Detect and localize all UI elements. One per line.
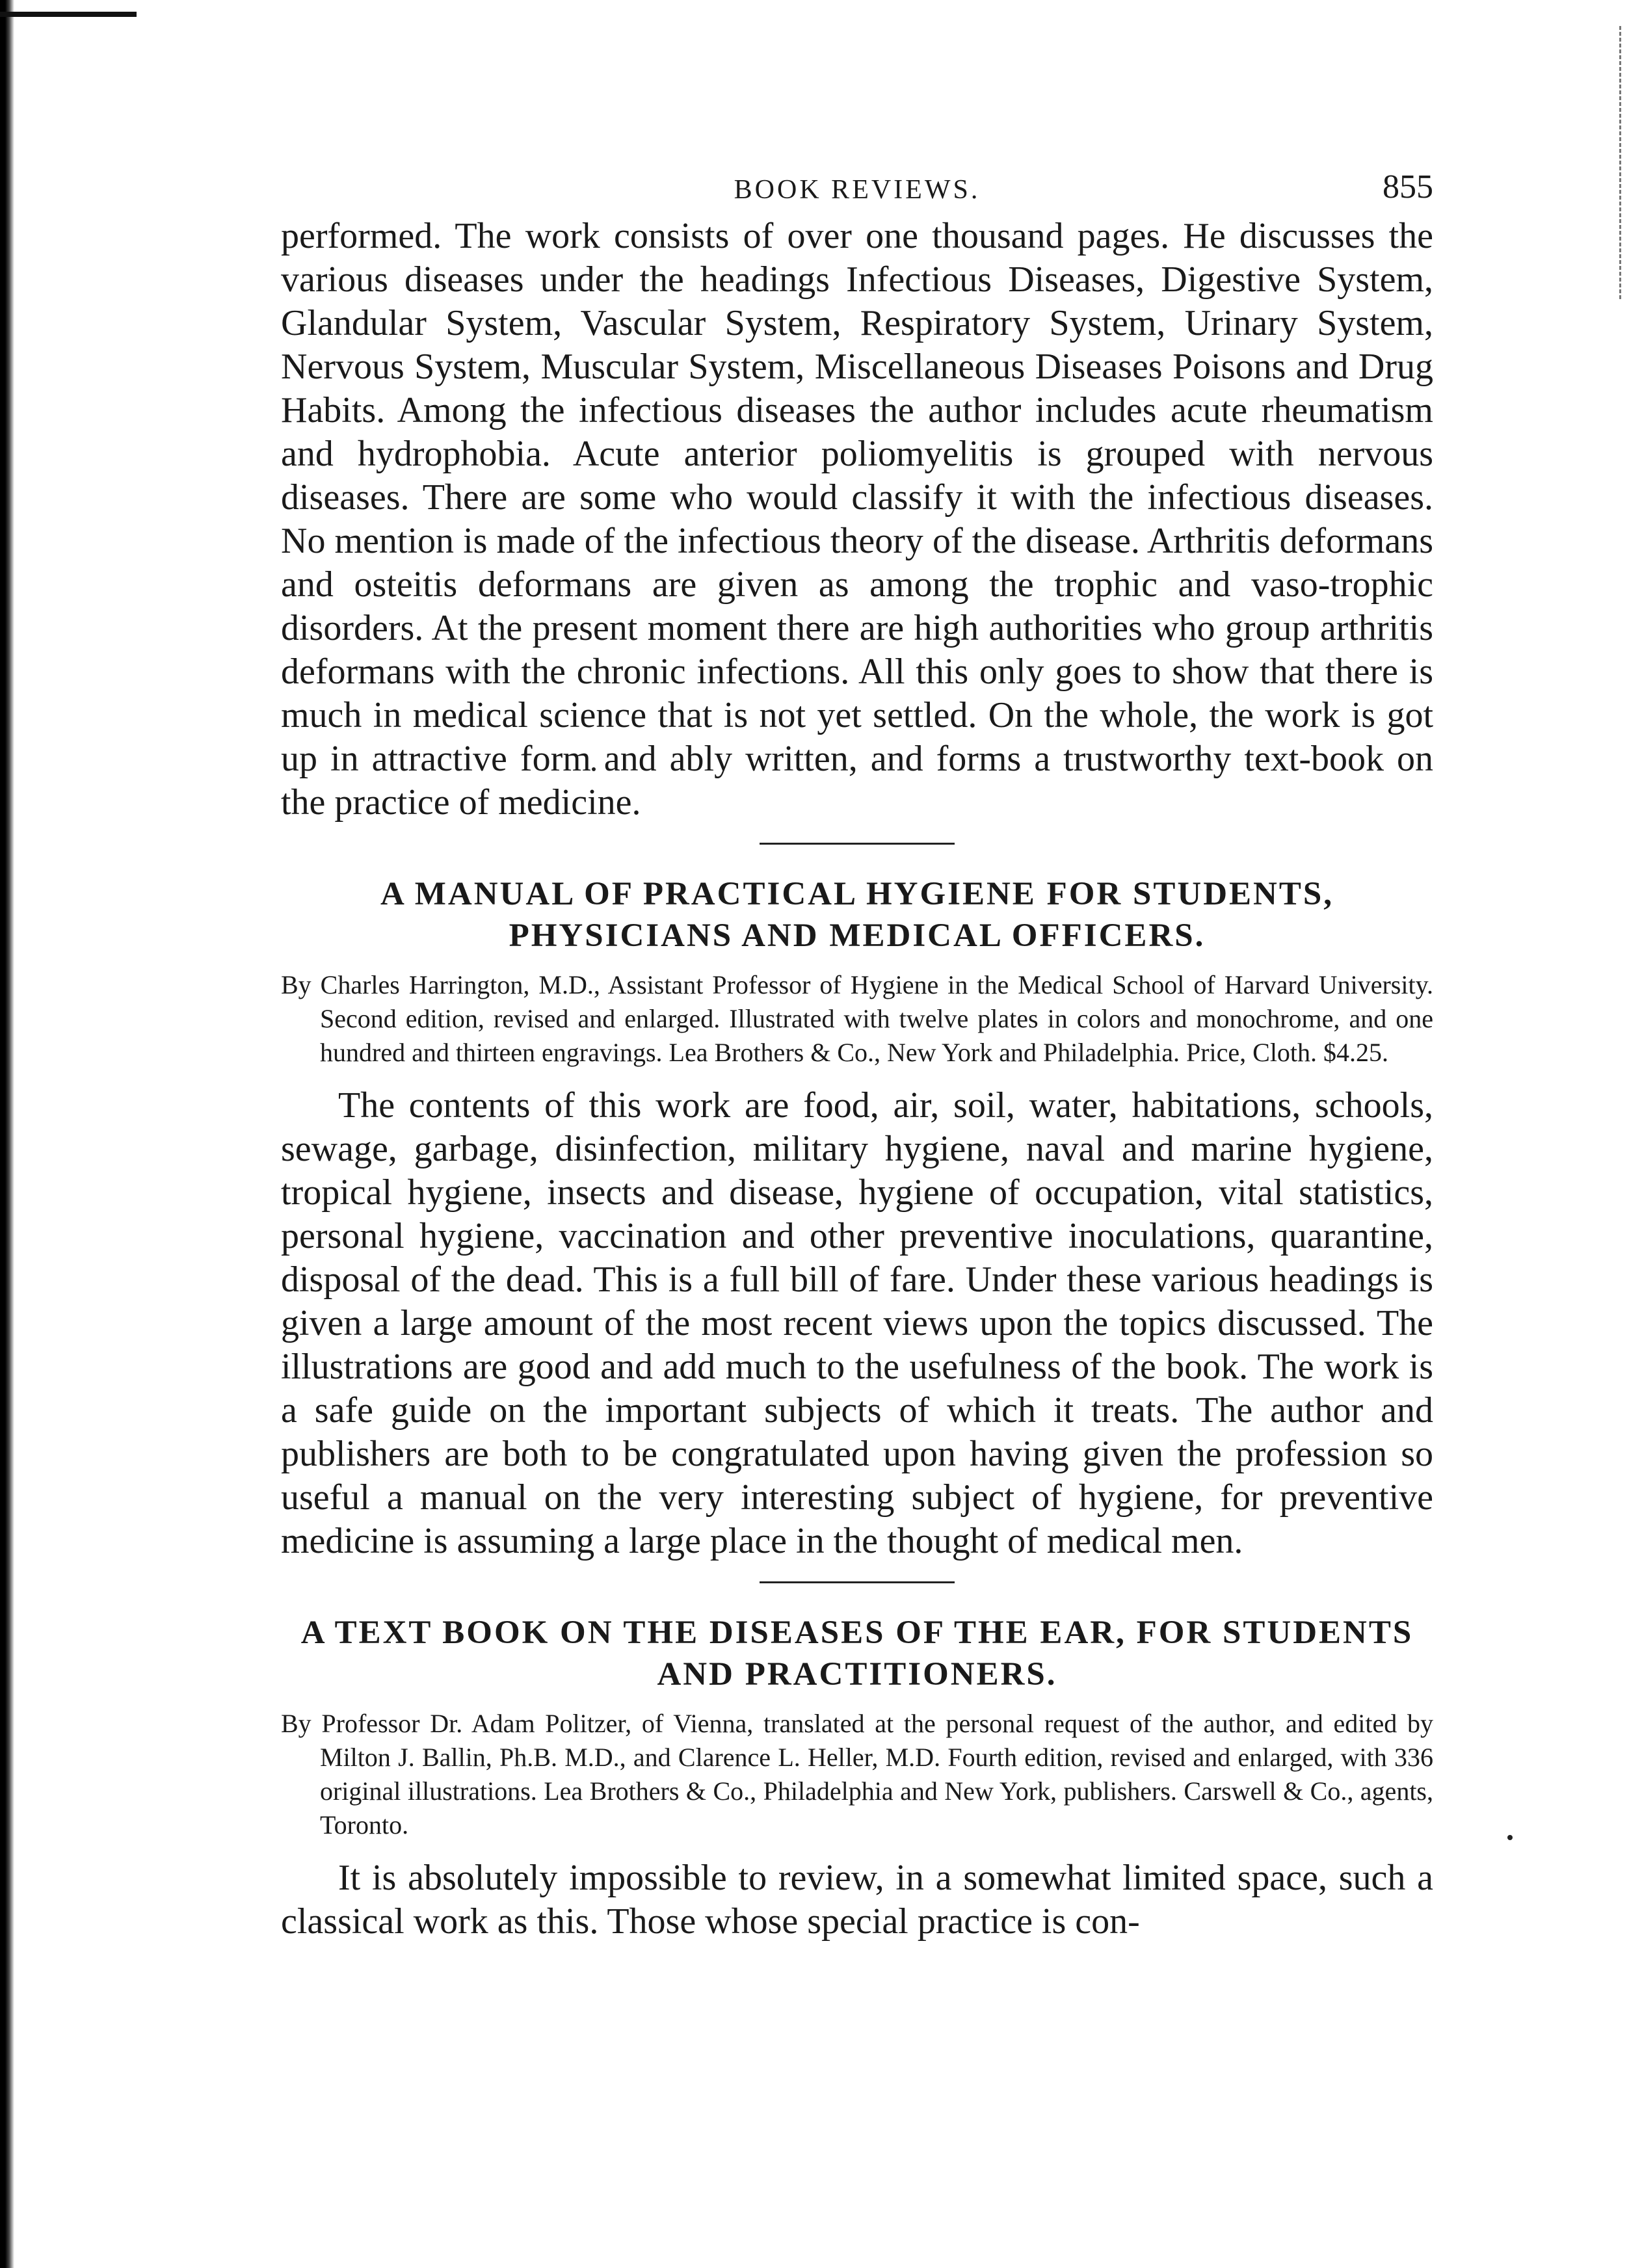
scan-binding-edge: [0, 0, 14, 2268]
running-head: [281, 163, 1433, 215]
running-title: BOOK REVIEWS.: [734, 175, 981, 205]
scan-top-edge: [0, 12, 137, 17]
scan-right-edge: [1619, 26, 1624, 299]
book-page: [281, 163, 1433, 1944]
review-2-byline: By Professor Dr. Adam Politzer, of Vienna, translated at the personal request of the author, and edited by Milton J. Ballin, Ph.B. M.D., and Clarence L. Heller, M.D. Fourth edition, revised and enlarged, with 336 original illustrations. Lea Brothers & Co., Philadelphia and New York, publishers. Carswell & Co., agents, Toronto.: [281, 1709, 1433, 1839]
review-2-title: A TEXT BOOK ON THE DISEASES OF THE EAR, FOR STUDENTS AND PRACTITIONERS.: [300, 1615, 1414, 1693]
page-number: 855: [1383, 168, 1433, 205]
continuation-paragraph: performed. The work consists of over one thousand pages. He discusses the various diseases under the headings Infectious Diseases, Digestive System, Glandular System, Vascular System, Respiratory System, Urinary System, Nervous System, Muscular System, Miscellaneous Diseases Poisons and Drug Habits. Among the infectious diseases the author includes acute rheumatism and hydrophobia. Acute anterior poliomyelitis is grouped with nervous diseases. There are some who would classify it with the infectious diseases. No mention is made of the infectious theory of the disease. Arthritis deformans and osteitis deformans are given as among the trophic and vaso-trophic disorders. At the present moment there are high authorities who group arthritis deformans with the chronic infections. All this only goes to show that there is much in medical science that is not yet settled. On the whole, the work is got up in attractive form and ably written, and forms a trustworthy text-book on the practice of medicine.: [281, 216, 1433, 823]
review-1-body: The contents of this work are food, air, soil, water, habitations, schools, sewage, garbage, disinfection, military hygiene, naval and marine hygiene, tropical hygiene, insects and disease, hygiene of occupation, vital statistics, personal hygiene, vaccination and other preventive inoculations, quarantine, disposal of the dead. This is a full bill of fare. Under these various headings is given a large amount of the most recent views upon the topics discussed. The illustrations are good and add much to the usefulness of the book. The work is a safe guide on the important subjects of which it treats. The author and publishers are both to be congratulated upon having given the profession so useful a manual on the very interesting subject of hygiene, for preventive medicine is assuming a large place in the thought of medical men.: [281, 1085, 1433, 1561]
review-1-title: A MANUAL OF PRACTICAL HYGIENE FOR STUDENTS, PHYSICIANS AND MEDICAL OFFICERS.: [380, 876, 1334, 954]
scan-speck: [1507, 1835, 1513, 1840]
review-2-body: It is absolutely impossible to review, in a somewhat limited space, such a classical work as this. Those whose special practice is con-: [281, 1858, 1433, 1942]
review-1-byline: By Charles Harrington, M.D., Assistant Professor of Hygiene in the Medical School of Harvard University. Second edition, revised and enlarged. Illustrated with twelve plates in colors and monochrome, and one hundred and thirteen engravings. Lea Brothers & Co., New York and Philadelphia. Price, Cloth. $4.25.: [281, 970, 1433, 1067]
section-divider: [760, 843, 955, 845]
section-divider: [760, 1581, 955, 1583]
